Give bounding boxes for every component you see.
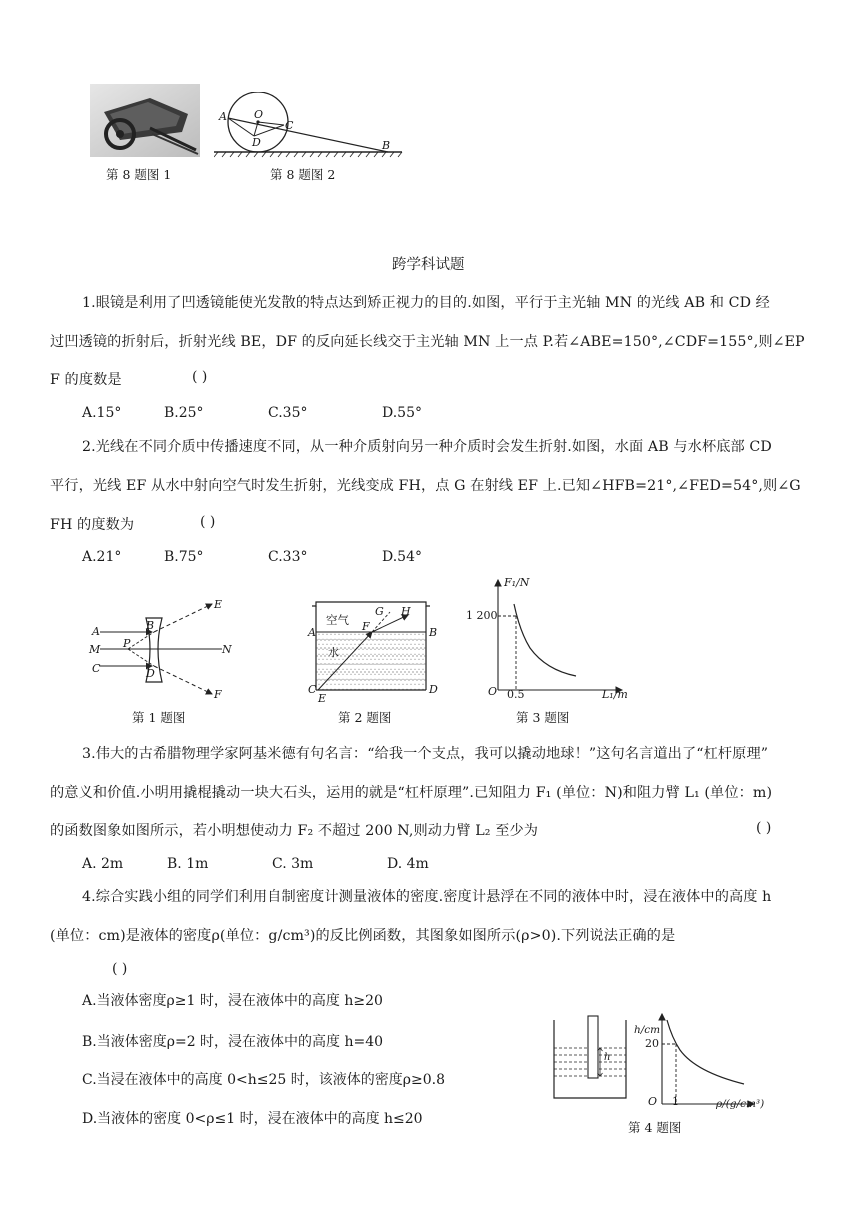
fig1-label-P: P [123, 637, 131, 650]
q1-line-2: 过凹透镜的折射后，折射光线 BE，DF 的反向延长线交于主光轴 MN 上一点 P.若∠ABE=150°,∠CDF=155°,则∠EP [50, 334, 805, 350]
q4-option-b: B.当液体密度ρ=2 时，浸在液体中的高度 h=40 [82, 1034, 384, 1050]
fig2-label-D: D [429, 683, 438, 696]
q3-option-c: C. 3m [272, 856, 314, 872]
q1-line-3: F 的度数是 [50, 372, 122, 388]
q3-line-1: 3.伟大的古希腊物理学家阿基米德有句名言：“给我一个支点，我可以撬动地球！”这句名言道出了“杠杆原理” [82, 746, 769, 762]
q4-answer-paren: ( ) [112, 961, 128, 977]
fig2-label-C: C [308, 683, 317, 696]
fig1-label-D: D [146, 667, 155, 680]
q3-option-d: D. 4m [387, 856, 429, 872]
fig2-label-F: F [362, 620, 370, 633]
fig3-ytick: 1 200 [466, 609, 498, 622]
q1-answer-paren: ( ) [192, 369, 208, 385]
fig1-label-C: C [92, 662, 101, 675]
fig3-graph [468, 574, 628, 700]
fig2-label-air: 空气 [326, 613, 349, 627]
fig3-caption: 第 3 题图 [516, 710, 570, 725]
fig1-caption: 第 1 题图 [132, 710, 186, 725]
fig8-caption-2: 第 8 题图 2 [270, 167, 336, 182]
q1-option-a: A.15° [82, 405, 122, 421]
q2-line-1: 2.光线在不同介质中传播速度不同，从一种介质射向另一种介质时会发生折射.如图，水面 AB 与水杯底部 CD [82, 439, 772, 455]
q4-option-a: A.当液体密度ρ≥1 时，浸在液体中的高度 h≥20 [82, 993, 383, 1009]
fig4-ytick: 20 [645, 1037, 659, 1050]
q3-answer-paren: ( ) [756, 820, 772, 836]
q2-answer-paren: ( ) [200, 514, 216, 530]
fig2-label-A: A [308, 626, 316, 639]
fig2-label-B: B [429, 626, 438, 639]
fig1-label-A: A [92, 625, 100, 638]
fig3-ylabel: F₁/N [504, 576, 530, 589]
q1-option-c: C.35° [268, 405, 308, 421]
fig4-xlabel: ρ/(g/cm³) [716, 1098, 765, 1110]
fig2-label-G: G [375, 605, 384, 618]
fig4-ylabel: h/cm [634, 1024, 661, 1036]
fig4-beaker-diagram [552, 1012, 632, 1102]
fig8-label-D: D [252, 136, 261, 149]
fig2-label-E: E [318, 692, 327, 705]
fig3-origin: O [488, 685, 498, 698]
fig2-label-water: 水 [328, 646, 339, 659]
fig4-h-label: h [604, 1052, 611, 1063]
q3-line-3: 的函数图象如图所示，若小明想使动力 F₂ 不超过 200 N,则动力臂 L₂ 至少为 [50, 823, 539, 839]
fig1-label-E: E [214, 598, 223, 611]
fig8-caption-1: 第 8 题图 1 [106, 167, 172, 182]
fig2-caption: 第 2 题图 [338, 710, 392, 725]
fig8-label-A: A [219, 110, 227, 123]
fig1-label-M: M [89, 643, 101, 656]
q2-option-d: D.54° [382, 549, 422, 565]
q4-line-1: 4.综合实践小组的同学们利用自制密度计测量液体的密度.密度计悬浮在不同的液体中时，浸在液体中的高度 h [82, 889, 772, 905]
q3-option-b: B. 1m [167, 856, 209, 872]
fig1-label-B: B [146, 619, 155, 632]
fig8-diagram [214, 92, 404, 158]
fig2-label-H: H [401, 605, 411, 618]
q3-line-2: 的意义和价值.小明用撬棍撬动一块大石头，运用的就是“杠杆原理”.已知阻力 F₁ (单位：N)和阻力臂 L₁ (单位：m) [50, 785, 773, 801]
fig3-xlabel: L₁/m [602, 688, 628, 701]
q4-option-c: C.当浸在液体中的高度 0<h≤25 时，该液体的密度ρ≥0.8 [82, 1072, 445, 1088]
fig1-label-N: N [222, 643, 232, 656]
q4-line-2: (单位：cm)是液体的密度ρ(单位：g/cm³)的反比例函数，其图象如图所示(ρ>0).下列说法正确的是 [50, 928, 676, 944]
q2-option-a: A.21° [82, 549, 122, 565]
q2-line-2: 平行，光线 EF 从水中射向空气时发生折射，光线变成 FH，点 G 在射线 EF 上.已知∠HFB=21°,∠FED=54°,则∠G [50, 478, 801, 494]
fig8-label-O: O [254, 108, 264, 121]
section-title: 跨学科试题 [392, 257, 465, 273]
q2-option-c: C.33° [268, 549, 308, 565]
fig8-label-C: C [285, 119, 294, 132]
fig8-label-B: B [382, 139, 391, 152]
q3-option-a: A. 2m [82, 856, 124, 872]
fig1-lens-diagram [88, 596, 238, 696]
fig3-xtick: 0.5 [507, 688, 525, 701]
q1-option-b: B.25° [164, 405, 204, 421]
q1-line-1: 1.眼镜是利用了凹透镜能使光发散的特点达到矫正视力的目的.如图，平行于主光轴 MN 的光线 AB 和 CD 经 [82, 295, 770, 311]
q2-line-3: FH 的度数为 [50, 517, 135, 533]
q4-option-d: D.当液体的密度 0<ρ≤1 时，浸在液体中的高度 h≤20 [82, 1111, 423, 1127]
fig4-caption: 第 4 题图 [628, 1120, 682, 1135]
q2-option-b: B.75° [164, 549, 204, 565]
fig8-photo [90, 84, 200, 157]
fig4-origin: O [648, 1095, 658, 1108]
fig4-xtick: 1 [672, 1095, 679, 1108]
fig1-label-F: F [214, 688, 222, 701]
q1-option-d: D.55° [382, 405, 422, 421]
